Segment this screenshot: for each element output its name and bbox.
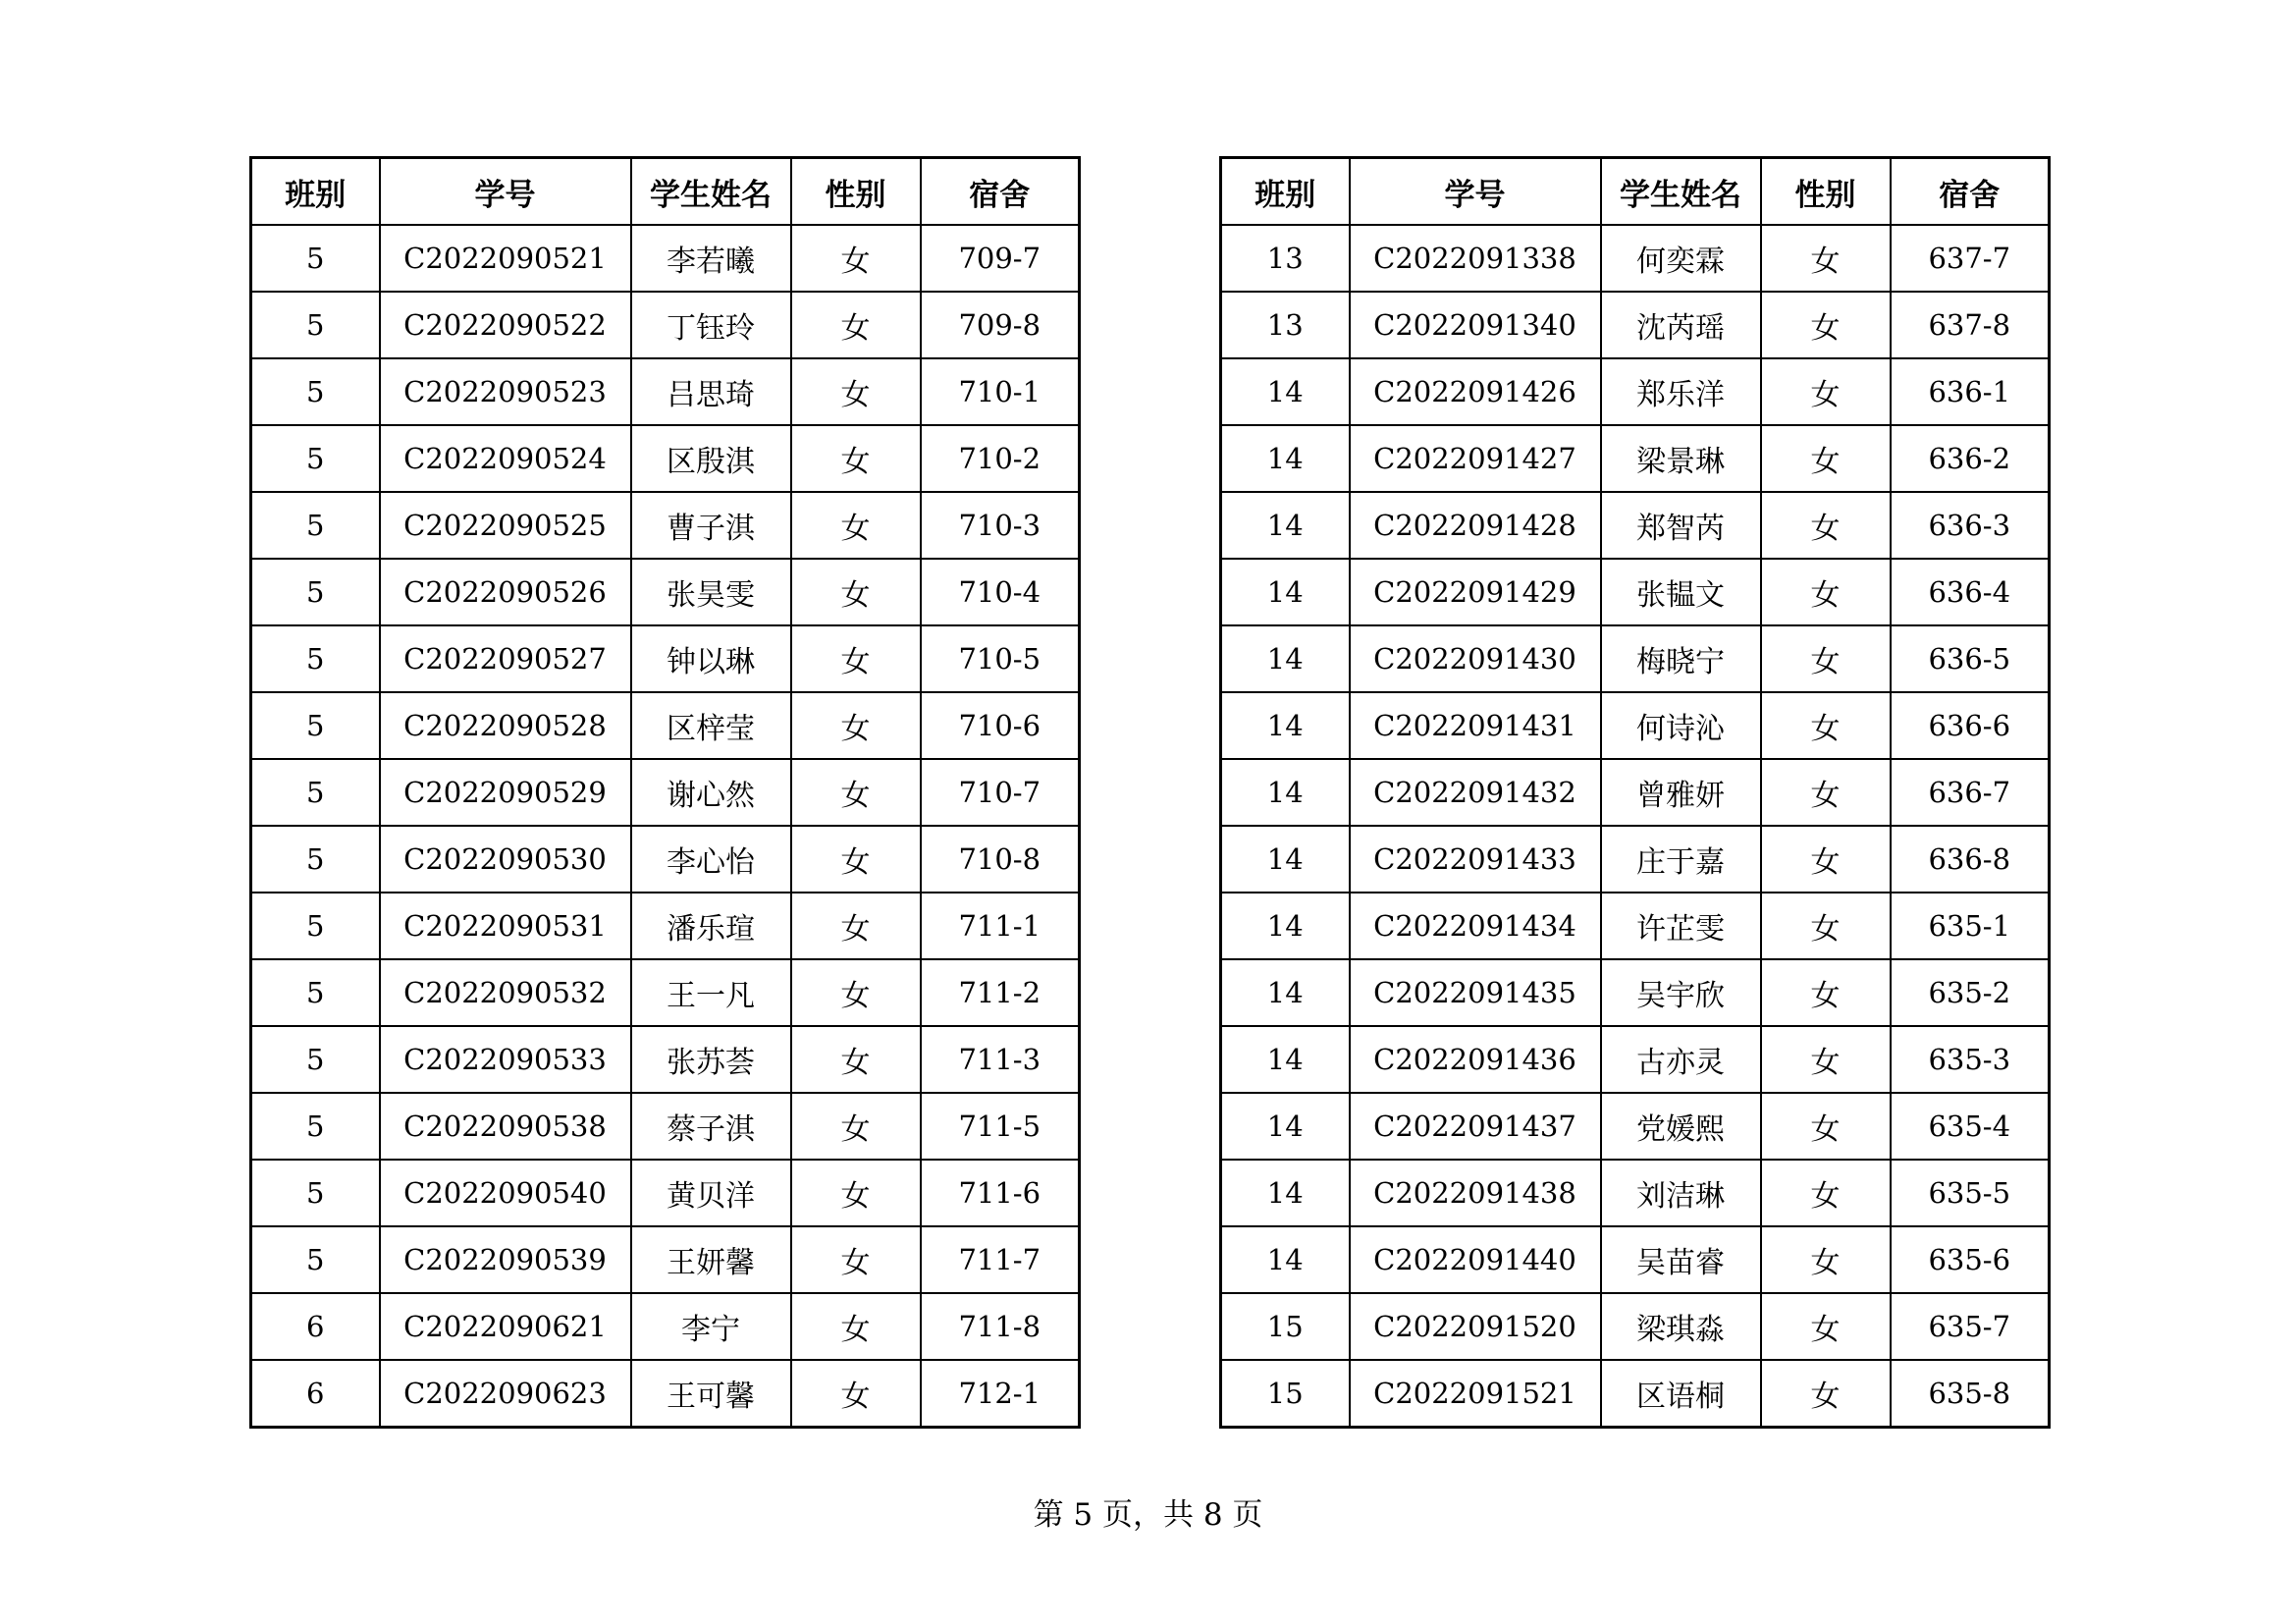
roster-table-right — [1219, 156, 2051, 1429]
cell-gender: 女 — [1761, 1293, 1891, 1360]
table-row — [1221, 492, 2050, 559]
cell-gender: 女 — [1761, 1226, 1891, 1293]
cell-student-id: C2022091520 — [1350, 1293, 1601, 1360]
cell-dorm: 636-2 — [1891, 425, 2050, 492]
cell-name: 黄贝洋 — [631, 1160, 791, 1226]
cell-gender: 女 — [791, 625, 921, 692]
cell-class: 14 — [1221, 559, 1350, 625]
cell-dorm: 709-8 — [921, 292, 1080, 358]
table-row — [251, 692, 1080, 759]
cell-gender: 女 — [1761, 625, 1891, 692]
table-row — [251, 492, 1080, 559]
cell-name: 张昊雯 — [631, 559, 791, 625]
cell-gender: 女 — [1761, 1160, 1891, 1226]
cell-name: 梅晓宁 — [1601, 625, 1761, 692]
cell-student-id: C2022090521 — [380, 225, 631, 292]
cell-dorm: 635-4 — [1891, 1093, 2050, 1160]
cell-name: 区殷淇 — [631, 425, 791, 492]
cell-dorm: 711-6 — [921, 1160, 1080, 1226]
cell-dorm: 709-7 — [921, 225, 1080, 292]
cell-name: 谢心然 — [631, 759, 791, 826]
cell-name: 李宁 — [631, 1293, 791, 1360]
table-row — [1221, 959, 2050, 1026]
cell-name: 丁钰玲 — [631, 292, 791, 358]
cell-class: 5 — [251, 358, 380, 425]
cell-name: 何诗沁 — [1601, 692, 1761, 759]
cell-class: 5 — [251, 559, 380, 625]
table-row — [1221, 893, 2050, 959]
header-name: 学生姓名 — [631, 158, 791, 226]
cell-dorm: 711-3 — [921, 1026, 1080, 1093]
cell-class: 14 — [1221, 425, 1350, 492]
table-row — [1221, 1026, 2050, 1093]
cell-dorm: 710-2 — [921, 425, 1080, 492]
header-gender: 性别 — [791, 158, 921, 226]
cell-dorm: 636-8 — [1891, 826, 2050, 893]
cell-name: 吴苗睿 — [1601, 1226, 1761, 1293]
cell-gender: 女 — [1761, 292, 1891, 358]
cell-student-id: C2022091440 — [1350, 1226, 1601, 1293]
table-row — [1221, 225, 2050, 292]
cell-gender: 女 — [791, 1026, 921, 1093]
cell-gender: 女 — [791, 492, 921, 559]
table-row — [251, 625, 1080, 692]
cell-gender: 女 — [791, 425, 921, 492]
cell-dorm: 637-7 — [1891, 225, 2050, 292]
cell-name: 沈芮瑶 — [1601, 292, 1761, 358]
table-row — [251, 358, 1080, 425]
cell-student-id: C2022090526 — [380, 559, 631, 625]
cell-gender: 女 — [791, 1226, 921, 1293]
table-row — [1221, 759, 2050, 826]
cell-class: 14 — [1221, 759, 1350, 826]
cell-class: 14 — [1221, 625, 1350, 692]
cell-name: 钟以琳 — [631, 625, 791, 692]
cell-student-id: C2022090522 — [380, 292, 631, 358]
table-row — [1221, 292, 2050, 358]
cell-class: 5 — [251, 1026, 380, 1093]
header-dorm: 宿舍 — [921, 158, 1080, 226]
cell-class: 5 — [251, 692, 380, 759]
cell-student-id: C2022091426 — [1350, 358, 1601, 425]
cell-student-id: C2022090524 — [380, 425, 631, 492]
cell-dorm: 636-5 — [1891, 625, 2050, 692]
cell-name: 王可馨 — [631, 1360, 791, 1428]
cell-dorm: 711-2 — [921, 959, 1080, 1026]
cell-gender: 女 — [1761, 492, 1891, 559]
cell-dorm: 635-1 — [1891, 893, 2050, 959]
cell-student-id: C2022091429 — [1350, 559, 1601, 625]
cell-name: 张韫文 — [1601, 559, 1761, 625]
cell-dorm: 636-4 — [1891, 559, 2050, 625]
cell-gender: 女 — [791, 1093, 921, 1160]
cell-student-id: C2022091434 — [1350, 893, 1601, 959]
cell-student-id: C2022091340 — [1350, 292, 1601, 358]
cell-name: 曹子淇 — [631, 492, 791, 559]
header-class: 班别 — [251, 158, 380, 226]
cell-dorm: 711-8 — [921, 1293, 1080, 1360]
cell-gender: 女 — [1761, 692, 1891, 759]
cell-student-id: C2022090532 — [380, 959, 631, 1026]
cell-class: 14 — [1221, 1026, 1350, 1093]
cell-name: 潘乐瑄 — [631, 893, 791, 959]
table-row — [1221, 625, 2050, 692]
cell-student-id: C2022091428 — [1350, 492, 1601, 559]
cell-class: 5 — [251, 625, 380, 692]
cell-name: 曾雅妍 — [1601, 759, 1761, 826]
cell-dorm: 636-3 — [1891, 492, 2050, 559]
cell-name: 李若曦 — [631, 225, 791, 292]
cell-class: 5 — [251, 225, 380, 292]
cell-student-id: C2022090530 — [380, 826, 631, 893]
table-row — [251, 759, 1080, 826]
cell-name: 王妍馨 — [631, 1226, 791, 1293]
cell-name: 梁琪淼 — [1601, 1293, 1761, 1360]
table-row — [1221, 425, 2050, 492]
table-row — [251, 893, 1080, 959]
table-row — [251, 559, 1080, 625]
cell-gender: 女 — [1761, 959, 1891, 1026]
cell-student-id: C2022090528 — [380, 692, 631, 759]
cell-gender: 女 — [1761, 759, 1891, 826]
cell-dorm: 635-2 — [1891, 959, 2050, 1026]
cell-gender: 女 — [1761, 1360, 1891, 1428]
cell-class: 15 — [1221, 1293, 1350, 1360]
roster-table-left — [249, 156, 1081, 1429]
cell-class: 14 — [1221, 1093, 1350, 1160]
cell-student-id: C2022090533 — [380, 1026, 631, 1093]
cell-gender: 女 — [1761, 893, 1891, 959]
table-row — [1221, 1360, 2050, 1428]
cell-name: 区语桐 — [1601, 1360, 1761, 1428]
cell-dorm: 637-8 — [1891, 292, 2050, 358]
table-row — [1221, 358, 2050, 425]
cell-dorm: 711-1 — [921, 893, 1080, 959]
cell-gender: 女 — [791, 759, 921, 826]
table-row — [251, 1293, 1080, 1360]
cell-class: 5 — [251, 759, 380, 826]
cell-class: 5 — [251, 292, 380, 358]
cell-gender: 女 — [1761, 225, 1891, 292]
cell-student-id: C2022090540 — [380, 1160, 631, 1226]
cell-name: 王一凡 — [631, 959, 791, 1026]
cell-gender: 女 — [1761, 1093, 1891, 1160]
cell-dorm: 711-5 — [921, 1093, 1080, 1160]
cell-student-id: C2022090623 — [380, 1360, 631, 1428]
table-row — [251, 1360, 1080, 1428]
header-dorm: 宿舍 — [1891, 158, 2050, 226]
table-row — [1221, 1160, 2050, 1226]
cell-name: 张苏荟 — [631, 1026, 791, 1093]
cell-gender: 女 — [1761, 559, 1891, 625]
table-row — [251, 1026, 1080, 1093]
cell-student-id: C2022090531 — [380, 893, 631, 959]
cell-dorm: 635-7 — [1891, 1293, 2050, 1360]
cell-gender: 女 — [791, 959, 921, 1026]
cell-gender: 女 — [1761, 358, 1891, 425]
cell-dorm: 710-4 — [921, 559, 1080, 625]
cell-student-id: C2022091430 — [1350, 625, 1601, 692]
cell-class: 14 — [1221, 1226, 1350, 1293]
table-row — [1221, 692, 2050, 759]
cell-name: 李心怡 — [631, 826, 791, 893]
cell-class: 13 — [1221, 292, 1350, 358]
header-name: 学生姓名 — [1601, 158, 1761, 226]
cell-name: 郑智芮 — [1601, 492, 1761, 559]
cell-class: 6 — [251, 1293, 380, 1360]
cell-dorm: 635-5 — [1891, 1160, 2050, 1226]
cell-name: 庄于嘉 — [1601, 826, 1761, 893]
cell-name: 何奕霖 — [1601, 225, 1761, 292]
cell-student-id: C2022091338 — [1350, 225, 1601, 292]
cell-gender: 女 — [791, 1160, 921, 1226]
cell-class: 14 — [1221, 692, 1350, 759]
table-row — [251, 1160, 1080, 1226]
cell-class: 5 — [251, 959, 380, 1026]
cell-gender: 女 — [791, 292, 921, 358]
cell-dorm: 710-5 — [921, 625, 1080, 692]
cell-class: 5 — [251, 425, 380, 492]
cell-student-id: C2022090621 — [380, 1293, 631, 1360]
cell-name: 蔡子淇 — [631, 1093, 791, 1160]
table-row — [1221, 559, 2050, 625]
cell-gender: 女 — [791, 225, 921, 292]
cell-gender: 女 — [791, 559, 921, 625]
table-row — [251, 1226, 1080, 1293]
header-student-id: 学号 — [1350, 158, 1601, 226]
cell-student-id: C2022091438 — [1350, 1160, 1601, 1226]
cell-dorm: 636-6 — [1891, 692, 2050, 759]
cell-student-id: C2022091435 — [1350, 959, 1601, 1026]
cell-class: 14 — [1221, 959, 1350, 1026]
cell-gender: 女 — [791, 826, 921, 893]
cell-class: 15 — [1221, 1360, 1350, 1428]
cell-gender: 女 — [791, 692, 921, 759]
cell-gender: 女 — [791, 1360, 921, 1428]
cell-class: 5 — [251, 826, 380, 893]
table-row — [251, 959, 1080, 1026]
cell-class: 5 — [251, 893, 380, 959]
cell-student-id: C2022090525 — [380, 492, 631, 559]
cell-name: 党媛熙 — [1601, 1093, 1761, 1160]
cell-class: 14 — [1221, 1160, 1350, 1226]
cell-gender: 女 — [791, 893, 921, 959]
cell-class: 14 — [1221, 826, 1350, 893]
table-row — [251, 225, 1080, 292]
cell-gender: 女 — [1761, 425, 1891, 492]
cell-dorm: 710-3 — [921, 492, 1080, 559]
cell-student-id: C2022090523 — [380, 358, 631, 425]
cell-dorm: 635-3 — [1891, 1026, 2050, 1093]
cell-dorm: 636-7 — [1891, 759, 2050, 826]
cell-class: 14 — [1221, 492, 1350, 559]
cell-class: 5 — [251, 1160, 380, 1226]
cell-class: 14 — [1221, 893, 1350, 959]
cell-student-id: C2022091433 — [1350, 826, 1601, 893]
cell-class: 6 — [251, 1360, 380, 1428]
cell-name: 古亦灵 — [1601, 1026, 1761, 1093]
cell-student-id: C2022091427 — [1350, 425, 1601, 492]
table-row — [1221, 1226, 2050, 1293]
cell-name: 吴宇欣 — [1601, 959, 1761, 1026]
cell-dorm: 710-6 — [921, 692, 1080, 759]
cell-dorm: 635-6 — [1891, 1226, 2050, 1293]
table-row — [1221, 826, 2050, 893]
cell-name: 吕思琦 — [631, 358, 791, 425]
header-row — [1221, 158, 2050, 226]
cell-dorm: 712-1 — [921, 1360, 1080, 1428]
table-row — [251, 826, 1080, 893]
cell-class: 5 — [251, 492, 380, 559]
cell-student-id: C2022091436 — [1350, 1026, 1601, 1093]
cell-dorm: 711-7 — [921, 1226, 1080, 1293]
table-row — [251, 292, 1080, 358]
cell-name: 梁景琳 — [1601, 425, 1761, 492]
table-row — [1221, 1293, 2050, 1360]
header-student-id: 学号 — [380, 158, 631, 226]
cell-class: 14 — [1221, 358, 1350, 425]
cell-student-id: C2022091432 — [1350, 759, 1601, 826]
cell-gender: 女 — [791, 358, 921, 425]
cell-dorm: 636-1 — [1891, 358, 2050, 425]
cell-name: 刘洁琳 — [1601, 1160, 1761, 1226]
cell-gender: 女 — [1761, 1026, 1891, 1093]
page-number-footer: 第 5 页，共 8 页 — [1033, 1497, 1263, 1533]
cell-name: 许芷雯 — [1601, 893, 1761, 959]
header-gender: 性别 — [1761, 158, 1891, 226]
cell-class: 5 — [251, 1226, 380, 1293]
table-row — [251, 1093, 1080, 1160]
cell-dorm: 710-8 — [921, 826, 1080, 893]
cell-name: 区梓莹 — [631, 692, 791, 759]
cell-student-id: C2022091437 — [1350, 1093, 1601, 1160]
cell-student-id: C2022090529 — [380, 759, 631, 826]
cell-gender: 女 — [1761, 826, 1891, 893]
cell-student-id: C2022090539 — [380, 1226, 631, 1293]
cell-gender: 女 — [791, 1293, 921, 1360]
cell-student-id: C2022090527 — [380, 625, 631, 692]
header-class: 班别 — [1221, 158, 1350, 226]
table-row — [251, 425, 1080, 492]
cell-dorm: 710-7 — [921, 759, 1080, 826]
cell-dorm: 635-8 — [1891, 1360, 2050, 1428]
cell-dorm: 710-1 — [921, 358, 1080, 425]
cell-student-id: C2022091521 — [1350, 1360, 1601, 1428]
cell-student-id: C2022090538 — [380, 1093, 631, 1160]
cell-class: 13 — [1221, 225, 1350, 292]
header-row — [251, 158, 1080, 226]
cell-name: 郑乐洋 — [1601, 358, 1761, 425]
cell-class: 5 — [251, 1093, 380, 1160]
cell-student-id: C2022091431 — [1350, 692, 1601, 759]
table-row — [1221, 1093, 2050, 1160]
